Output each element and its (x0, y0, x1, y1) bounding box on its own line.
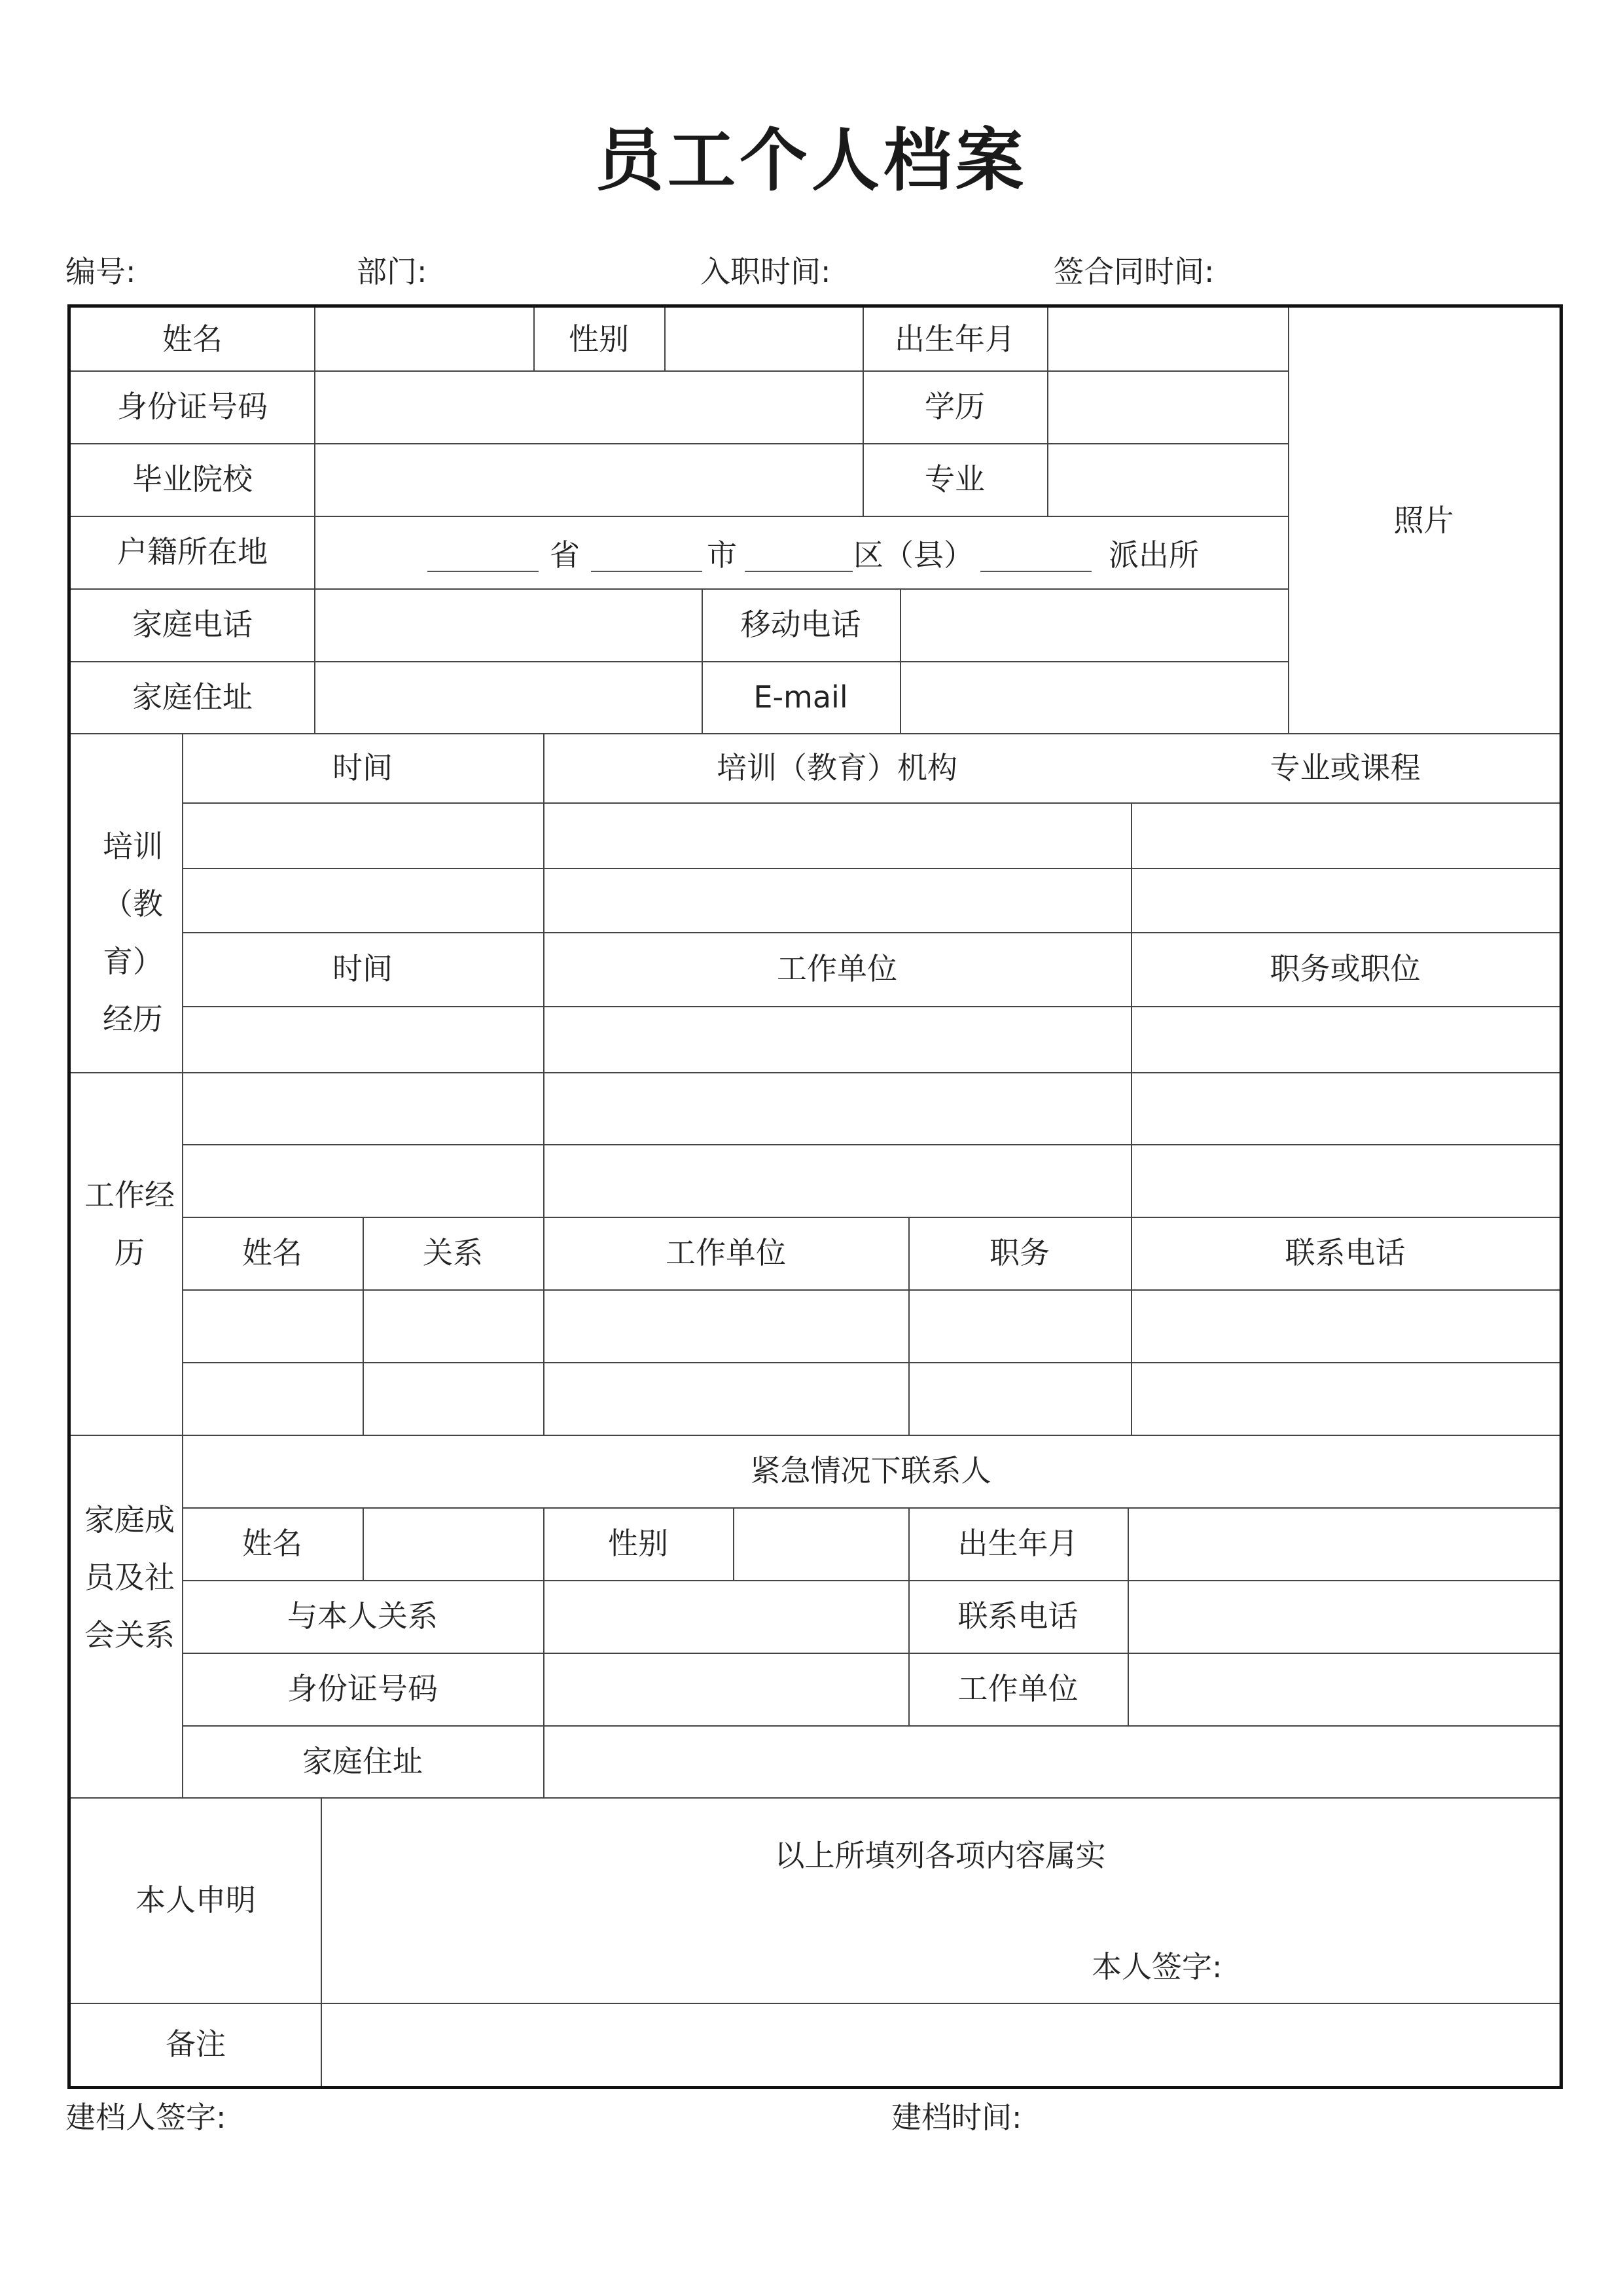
emergency-contact-header: 紧急情况下联系人 (750, 1453, 991, 1489)
hire-date-label: 入职时间: (700, 254, 831, 289)
reference-employer-header: 工作单位 (666, 1235, 786, 1271)
work-section-label: 工作经历 (84, 1177, 175, 1270)
signature-label: 本人签字: (1092, 1948, 1222, 1984)
training-time-header: 时间 (332, 749, 393, 785)
work-time-header: 时间 (332, 951, 393, 987)
training-course-header: 专业或课程 (1270, 749, 1421, 785)
work-position-header: 职务或职位 (1270, 951, 1421, 987)
education-label: 学历 (925, 389, 985, 425)
number-label: 编号: (65, 254, 136, 289)
name-label: 姓名 (162, 321, 223, 357)
employee-record-table (67, 304, 1563, 2089)
reference-relation-header: 关系 (423, 1235, 483, 1271)
training-institution-header: 培训（教育）机构 (717, 749, 957, 785)
school-label: 毕业院校 (132, 461, 253, 497)
declaration-label: 本人申明 (135, 1882, 256, 1918)
family-employer-label: 工作单位 (957, 1671, 1079, 1707)
district-blank (745, 571, 853, 572)
city-blank (591, 571, 702, 572)
contract-date-label: 签合同时间: (1054, 254, 1215, 289)
police-blank (980, 571, 1092, 572)
family-address-label: 家庭住址 (302, 1743, 423, 1779)
declaration-text: 以上所填列各项内容属实 (774, 1837, 1106, 1873)
file-date-label: 建档时间: (891, 2100, 1022, 2135)
page-title: 员工个人档案 (595, 120, 1027, 200)
mobile-phone-label: 移动电话 (740, 607, 861, 643)
family-birth-label: 出生年月 (957, 1526, 1079, 1562)
province-blank (427, 571, 539, 572)
home-phone-label: 家庭电话 (132, 607, 253, 643)
city-label: 市 (707, 537, 737, 573)
home-address-label: 家庭住址 (132, 679, 253, 715)
province-label: 省 (550, 537, 580, 573)
remarks-label: 备注 (166, 2026, 226, 2062)
department-label: 部门: (357, 254, 427, 289)
work-employer-header: 工作单位 (777, 951, 897, 987)
photo-box: 照片 (1393, 502, 1454, 538)
reference-name-header: 姓名 (242, 1235, 302, 1271)
family-id-label: 身份证号码 (287, 1671, 438, 1707)
district-label: 区（县） (853, 537, 974, 573)
training-section-label: 培训（教育）经历 (103, 829, 163, 1037)
filer-signature-label: 建档人签字: (65, 2100, 226, 2135)
birth-date-label: 出生年月 (895, 321, 1015, 357)
family-phone-label: 联系电话 (957, 1598, 1079, 1634)
reference-phone-header: 联系电话 (1285, 1235, 1406, 1271)
hukou-label: 户籍所在地 (117, 534, 268, 570)
family-relation-label: 与本人关系 (287, 1598, 438, 1634)
family-section-label: 家庭成员及社会关系 (84, 1502, 175, 1653)
reference-duty-header: 职务 (990, 1235, 1050, 1271)
email-label: E-mail (753, 679, 848, 715)
gender-label: 性别 (569, 321, 629, 357)
major-label: 专业 (925, 461, 985, 497)
family-gender-label: 性别 (608, 1526, 668, 1562)
id-number-label: 身份证号码 (117, 389, 268, 425)
police-station-label: 派出所 (1109, 537, 1199, 573)
family-name-label: 姓名 (242, 1526, 302, 1562)
